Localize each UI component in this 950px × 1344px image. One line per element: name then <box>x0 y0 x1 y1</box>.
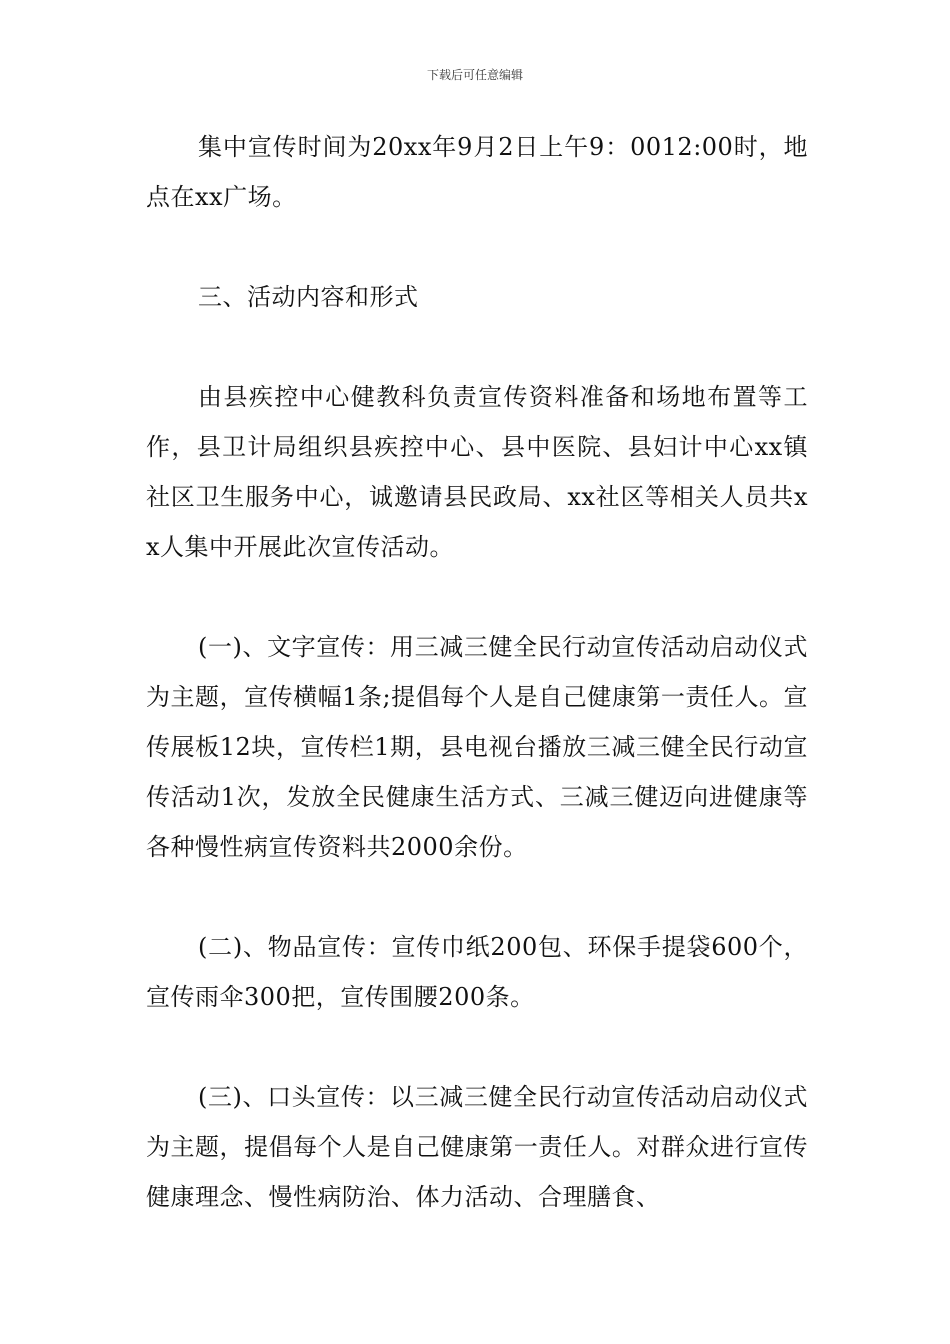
paragraph-oral-publicity: (三)、口头宣传：以三减三健全民行动宣传活动启动仪式为主题，提倡每个人是自己健康第一责任人。对群众进行宣传健康理念、慢性病防治、体力活动、合理膳食、 <box>146 1083 808 1211</box>
paragraph-schedule: 集中宣传时间为20xx年9月2日上午9：0012:00时，地点在xx广场。 <box>146 133 808 211</box>
page-header-note: 下载后可任意编辑 <box>426 68 523 82</box>
paragraph-organization: 由县疾控中心健教科负责宣传资料准备和场地布置等工作，县卫计局组织县疾控中心、县中医院、县妇计中心xx镇社区卫生服务中心，诚邀请县民政局、xx社区等相关人员共xx人集中开展此次宣传活动。 <box>146 383 808 561</box>
paragraph-text-publicity: (一)、文字宣传：用三减三健全民行动宣传活动启动仪式为主题，宣传横幅1条;提倡每个人是自己健康第一责任人。宣传展板12块，宣传栏1期，县电视台播放三减三健全民行动宣传活动1次，发放全民健康生活方式、三减三健迈向进健康等各种慢性病宣传资料共2000余份。 <box>146 633 808 861</box>
paragraph-item-publicity: (二)、物品宣传：宣传巾纸200包、环保手提袋600个，宣传雨伞300把，宣传围腰200条。 <box>146 933 808 1011</box>
section-heading-activity-content: 三、活动内容和形式 <box>198 283 419 311</box>
